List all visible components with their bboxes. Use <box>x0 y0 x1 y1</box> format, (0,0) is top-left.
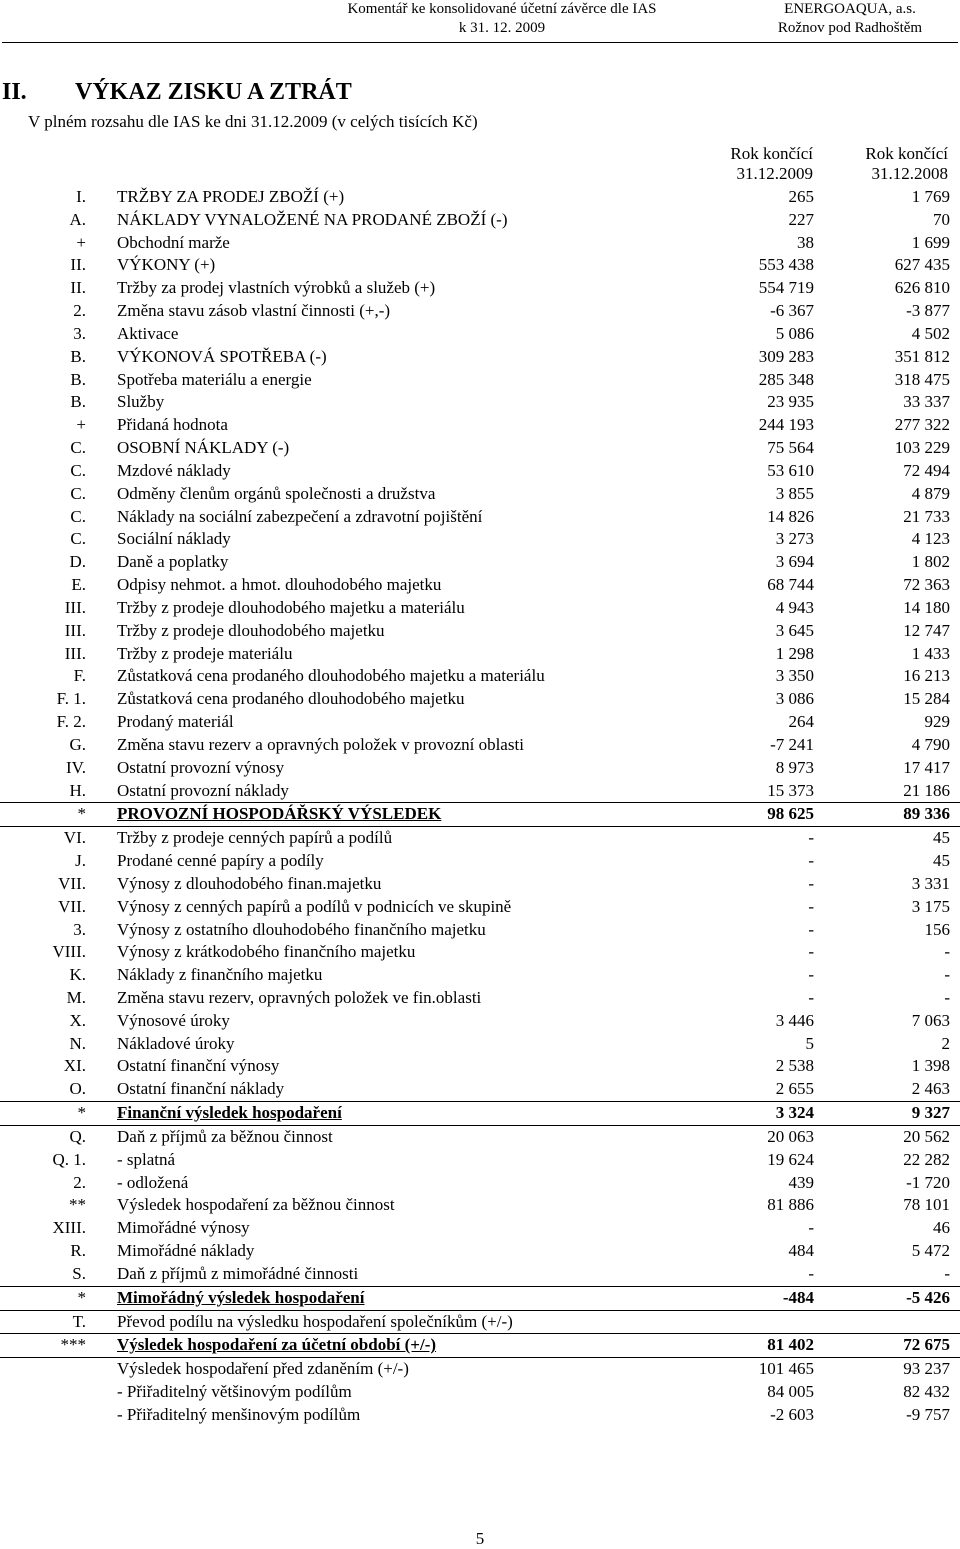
table-row <box>0 460 960 483</box>
row-value-2009: 3 086 <box>775 689 814 709</box>
row-value-2008: 5 472 <box>911 1241 950 1261</box>
row-value-2008: 103 229 <box>894 438 950 458</box>
table-row <box>0 391 960 414</box>
row-value-2008: 277 322 <box>894 415 950 435</box>
row-value-2009: 553 438 <box>758 255 814 275</box>
row-value-2009: 81 886 <box>767 1195 814 1215</box>
row-value-2009: 5 086 <box>775 323 814 343</box>
row-code: ** <box>69 1195 86 1215</box>
row-code: F. 2. <box>56 712 86 732</box>
table-row <box>0 734 960 757</box>
row-value-2009: 19 624 <box>767 1149 814 1169</box>
table-row <box>0 643 960 666</box>
table-row <box>0 757 960 780</box>
row-value-2009: 98 625 <box>767 804 814 824</box>
row-label: - odložená <box>117 1172 189 1192</box>
row-code: III. <box>64 597 86 617</box>
row-label: Tržby z prodeje dlouhodobého majetku a materiálu <box>117 597 465 617</box>
row-value-2008: 9 327 <box>911 1103 950 1123</box>
row-label: Zůstatková cena prodaného dlouhodobého majetku <box>117 689 465 709</box>
row-value-2008: 627 435 <box>894 255 950 275</box>
row-value-2009: - <box>808 896 814 916</box>
row-label: Daně a poplatky <box>117 552 229 572</box>
table-row <box>0 597 960 620</box>
row-value-2008: 16 213 <box>903 666 950 686</box>
section-title-text: VÝKAZ ZISKU A ZTRÁT <box>75 79 352 105</box>
row-code: 2. <box>73 301 86 321</box>
row-value-2008: 20 562 <box>903 1126 950 1146</box>
row-code: III. <box>64 620 86 640</box>
row-label: Odpisy nehmot. a hmot. dlouhodobého majetku <box>117 575 442 595</box>
row-label: Ostatní finanční výnosy <box>117 1056 280 1076</box>
row-label: Tržby z prodeje cenných papírů a podílů <box>117 828 393 848</box>
row-code: F. 1. <box>56 689 86 709</box>
header-company-location: Rožnov pod Radhoštěm <box>777 20 923 36</box>
row-value-2008: 12 747 <box>903 620 950 640</box>
table-row <box>0 987 960 1010</box>
table-row <box>0 688 960 711</box>
row-label: Tržby za prodej vlastních výrobků a služeb (+) <box>117 278 436 298</box>
table-row <box>0 528 960 551</box>
row-value-2008: 4 790 <box>911 734 950 754</box>
row-value-2008: - <box>944 987 950 1007</box>
header-report-date: k 31. 12. 2009 <box>458 20 546 36</box>
row-value-2009: - <box>808 942 814 962</box>
row-code: F. <box>73 666 86 686</box>
row-code: C. <box>70 529 86 549</box>
row-code: * <box>77 804 86 824</box>
row-label: PROVOZNÍ HOSPODÁŘSKÝ VÝSLEDEK <box>117 804 442 824</box>
row-code: VII. <box>58 896 86 916</box>
row-code: + <box>76 232 86 252</box>
table-row <box>0 1286 960 1310</box>
row-value-2008: 1 699 <box>911 232 950 252</box>
row-value-2009: 244 193 <box>758 415 814 435</box>
row-label: Náklady z finančního majetku <box>117 965 323 985</box>
table-row <box>0 964 960 987</box>
row-value-2009: 5 <box>805 1033 814 1053</box>
row-value-2009: 3 446 <box>775 1010 814 1030</box>
row-value-2008: 351 812 <box>894 346 950 366</box>
row-label: Výnosy z dlouhodobého finan.majetku <box>117 873 382 893</box>
row-value-2008: -1 720 <box>906 1172 950 1192</box>
table-row <box>0 1194 960 1217</box>
row-code: B. <box>70 392 86 412</box>
row-value-2008: 1 769 <box>911 187 950 206</box>
row-label: Daň z příjmů z mimořádné činnosti <box>117 1263 359 1283</box>
row-value-2008: 318 475 <box>894 369 950 389</box>
table-row <box>0 1263 960 1286</box>
column-header-2009 <box>700 144 813 184</box>
row-value-2008: - <box>944 1263 950 1283</box>
row-value-2008: - <box>944 965 950 985</box>
row-label: Spotřeba materiálu a energie <box>117 369 312 389</box>
row-code: R. <box>70 1241 86 1261</box>
row-value-2008: 156 <box>924 919 950 939</box>
row-value-2008: 21 186 <box>903 780 950 800</box>
row-code: VII. <box>58 873 86 893</box>
row-value-2008: 70 <box>933 209 950 229</box>
row-value-2008: -5 426 <box>906 1287 950 1307</box>
row-value-2008: 45 <box>933 851 950 871</box>
row-value-2009: 75 564 <box>767 438 814 458</box>
row-code: C. <box>70 460 86 480</box>
row-value-2008: 78 101 <box>903 1195 950 1215</box>
table-row <box>0 711 960 734</box>
table-row <box>0 232 960 255</box>
row-value-2008: 72 675 <box>903 1335 950 1355</box>
row-value-2009: - <box>808 873 814 893</box>
row-label: Služby <box>117 392 165 412</box>
row-label: Mzdové náklady <box>117 460 231 480</box>
table-row <box>0 850 960 873</box>
table-row <box>0 574 960 597</box>
table-row <box>0 1055 960 1078</box>
row-value-2009: 84 005 <box>767 1382 814 1402</box>
row-code: K. <box>69 965 86 985</box>
column-header-2009-line2: 31.12.2009 <box>736 164 813 183</box>
row-label: Převod podílu na výsledku hospodaření společníkům (+/-) <box>117 1311 513 1331</box>
row-value-2008: 1 398 <box>911 1056 950 1076</box>
row-value-2009: -484 <box>782 1287 814 1307</box>
table-row <box>0 1101 960 1125</box>
row-value-2009: 8 973 <box>775 757 814 777</box>
row-value-2008: 929 <box>924 712 950 732</box>
row-label: TRŽBY ZA PRODEJ ZBOŽÍ (+) <box>117 187 345 206</box>
table-row <box>0 1333 960 1357</box>
row-code: 3. <box>73 323 86 343</box>
table-row <box>0 414 960 437</box>
row-value-2008: 1 802 <box>911 552 950 572</box>
row-code: C. <box>70 506 86 526</box>
row-value-2008: 33 337 <box>903 392 950 412</box>
row-value-2009: 227 <box>788 209 814 229</box>
row-code: N. <box>69 1033 86 1053</box>
page-number: 5 <box>475 1529 485 1548</box>
row-label: Finanční výsledek hospodaření <box>117 1103 342 1123</box>
row-value-2008: 82 432 <box>903 1382 950 1402</box>
row-value-2008: 22 282 <box>903 1149 950 1169</box>
table-row <box>0 1125 960 1149</box>
row-code: C. <box>70 438 86 458</box>
row-label: - splatná <box>117 1149 176 1169</box>
column-header-2008-line1: Rok končící <box>865 144 948 163</box>
row-value-2009: 2 655 <box>775 1079 814 1099</box>
row-code: Q. 1. <box>52 1149 86 1169</box>
row-label: Odměny členům orgánů společnosti a družstva <box>117 483 436 503</box>
table-row <box>0 1172 960 1195</box>
row-code: B. <box>70 346 86 366</box>
row-value-2008: 89 336 <box>903 804 950 824</box>
row-value-2009: - <box>808 1218 814 1238</box>
table-row <box>0 1033 960 1056</box>
table-row <box>0 1357 960 1381</box>
row-code: * <box>77 1103 86 1123</box>
row-value-2009: - <box>808 851 814 871</box>
row-value-2009: 439 <box>788 1172 814 1192</box>
row-code: II. <box>70 278 86 298</box>
row-value-2008: 93 237 <box>903 1359 950 1379</box>
row-label: Změna stavu rezerv, opravných položek ve fin.oblasti <box>117 987 482 1007</box>
row-value-2009: -2 603 <box>770 1404 814 1424</box>
row-value-2008: 2 463 <box>911 1079 950 1099</box>
row-code: + <box>76 415 86 435</box>
row-label: Výsledek hospodaření za běžnou činnost <box>117 1195 395 1215</box>
row-code: D. <box>69 552 86 572</box>
row-value-2009: 3 324 <box>775 1103 814 1123</box>
row-code: T. <box>72 1311 86 1331</box>
row-value-2009: 68 744 <box>767 575 814 595</box>
row-label: Náklady na sociální zabezpečení a zdravotní pojištění <box>117 506 483 526</box>
row-label: - Přiřaditelný menšinovým podílům <box>117 1404 361 1424</box>
row-label: Výnosy z ostatního dlouhodobého finančního majetku <box>117 919 486 939</box>
row-label: Změna stavu rezerv a opravných položek v provozní oblasti <box>117 734 524 754</box>
table-row <box>0 1310 960 1334</box>
table-row <box>0 1381 960 1404</box>
row-label: Sociální náklady <box>117 529 231 549</box>
row-value-2009: 265 <box>788 187 814 206</box>
table-row <box>0 1149 960 1172</box>
row-label: Daň z příjmů za běžnou činnost <box>117 1126 333 1146</box>
table-row <box>0 209 960 232</box>
header-report-title: Komentář ke konsolidované účetní závěrce dle IAS <box>347 1 657 17</box>
row-value-2009: 285 348 <box>758 369 814 389</box>
table-row <box>0 506 960 529</box>
row-value-2009: 3 855 <box>775 483 814 503</box>
row-code: M. <box>66 987 86 1007</box>
table-row <box>0 323 960 346</box>
row-value-2009: 23 935 <box>767 392 814 412</box>
row-code: A. <box>69 209 86 229</box>
row-value-2008: 4 879 <box>911 483 950 503</box>
row-value-2009: - <box>808 987 814 1007</box>
row-value-2008: - <box>944 942 950 962</box>
row-label: Nákladové úroky <box>117 1033 235 1053</box>
table-row <box>0 665 960 688</box>
row-value-2008: 626 810 <box>894 278 950 298</box>
row-value-2009: 309 283 <box>758 346 814 366</box>
row-label: Ostatní provozní výnosy <box>117 757 285 777</box>
table-row <box>0 437 960 460</box>
row-code: E. <box>71 575 86 595</box>
row-value-2008: 72 494 <box>903 460 950 480</box>
row-code: * <box>77 1287 86 1307</box>
row-value-2009: 15 373 <box>767 780 814 800</box>
header-left <box>292 0 712 38</box>
row-value-2009: 53 610 <box>767 460 814 480</box>
row-value-2009: 3 273 <box>775 529 814 549</box>
row-value-2009: - <box>808 828 814 848</box>
row-value-2008: 21 733 <box>903 506 950 526</box>
row-value-2008: 17 417 <box>903 757 950 777</box>
row-code: X. <box>69 1010 86 1030</box>
table-row <box>0 483 960 506</box>
table-row <box>0 780 960 803</box>
row-code: S. <box>72 1263 86 1283</box>
row-value-2008: 14 180 <box>903 597 950 617</box>
row-value-2009: - <box>808 965 814 985</box>
section-number: II. <box>2 79 27 105</box>
row-label: NÁKLADY VYNALOŽENÉ NA PRODANÉ ZBOŽÍ (-) <box>117 209 508 229</box>
row-label: Mimořádný výsledek hospodaření <box>117 1287 365 1307</box>
table-row <box>0 873 960 896</box>
row-label: Výnosové úroky <box>117 1010 230 1030</box>
row-code: XIII. <box>52 1218 86 1238</box>
row-value-2009: 484 <box>788 1241 814 1261</box>
row-label: Mimořádné náklady <box>117 1241 255 1261</box>
row-value-2008: 7 063 <box>911 1010 950 1030</box>
table-row <box>0 1217 960 1240</box>
row-value-2009: - <box>808 919 814 939</box>
row-label: Mimořádné výnosy <box>117 1218 250 1238</box>
row-value-2009: 3 350 <box>775 666 814 686</box>
row-value-2008: -3 877 <box>906 301 950 321</box>
row-code: C. <box>70 483 86 503</box>
row-label: - Přiřaditelný většinovým podílům <box>117 1382 352 1402</box>
row-label: Ostatní finanční náklady <box>117 1079 285 1099</box>
table-row <box>0 620 960 643</box>
row-code: O. <box>69 1079 86 1099</box>
row-value-2008: 72 363 <box>903 575 950 595</box>
row-value-2009: 81 402 <box>767 1335 814 1355</box>
table-row <box>0 826 960 850</box>
section-subtitle: V plném rozsahu dle IAS ke dni 31.12.2009 (v celých tisících Kč) <box>28 112 478 131</box>
header-company-name: ENERGOAQUA, a.s. <box>784 1 916 17</box>
row-label: Tržby z prodeje dlouhodobého majetku <box>117 620 385 640</box>
row-label: Přidaná hodnota <box>117 415 228 435</box>
row-code: III. <box>64 643 86 663</box>
row-value-2009: 1 298 <box>775 643 814 663</box>
row-label: Tržby z prodeje materiálu <box>117 643 293 663</box>
row-value-2008: 45 <box>933 828 950 848</box>
row-code: B. <box>70 369 86 389</box>
row-value-2008: -9 757 <box>906 1404 950 1424</box>
row-value-2009: 20 063 <box>767 1126 814 1146</box>
table-row <box>0 896 960 919</box>
row-label: Výnosy z krátkodobého finančního majetku <box>117 942 416 962</box>
table-row <box>0 551 960 574</box>
row-code: G. <box>69 734 86 754</box>
row-label: Prodané cenné papíry a podíly <box>117 851 324 871</box>
row-label: Prodaný materiál <box>117 712 234 732</box>
row-value-2008: 4 502 <box>911 323 950 343</box>
row-value-2008: 2 <box>941 1033 950 1053</box>
row-code: 2. <box>73 1172 86 1192</box>
row-label: Aktivace <box>117 323 179 343</box>
row-code: J. <box>75 851 86 871</box>
column-header-2009-line1: Rok končící <box>730 144 813 163</box>
table-row <box>0 1010 960 1033</box>
income-statement-table <box>0 186 960 1427</box>
header-rule <box>2 42 958 43</box>
table-row <box>0 369 960 392</box>
row-value-2008: 15 284 <box>903 689 950 709</box>
row-code: I. <box>76 187 86 206</box>
column-header-2008-line2: 31.12.2008 <box>871 164 948 183</box>
row-value-2009: - <box>808 1263 814 1283</box>
table-row <box>0 802 960 826</box>
row-code: XI. <box>63 1056 86 1076</box>
row-label: Ostatní provozní náklady <box>117 780 289 800</box>
row-value-2008: 4 123 <box>911 529 950 549</box>
column-header-2008 <box>830 144 948 184</box>
row-value-2009: 3 645 <box>775 620 814 640</box>
row-code: VIII. <box>52 942 86 962</box>
row-value-2008: 46 <box>933 1218 950 1238</box>
row-label: Výsledek hospodaření za účetní období (+/-) <box>117 1335 437 1355</box>
table-row <box>0 1240 960 1263</box>
row-label: Obchodní marže <box>117 232 230 252</box>
row-value-2008: 3 175 <box>911 896 950 916</box>
table-row <box>0 919 960 942</box>
row-label: Výsledek hospodaření před zdaněním (+/-) <box>117 1359 409 1379</box>
row-code: H. <box>69 780 86 800</box>
row-code: Q. <box>69 1126 86 1146</box>
row-value-2008: 3 331 <box>911 873 950 893</box>
row-value-2009: 14 826 <box>767 506 814 526</box>
row-value-2008: 1 433 <box>911 643 950 663</box>
row-value-2009: 38 <box>797 232 814 252</box>
table-row <box>0 277 960 300</box>
header-right <box>750 0 950 38</box>
row-value-2009: 101 465 <box>758 1359 814 1379</box>
row-value-2009: 3 694 <box>775 552 814 572</box>
table-row <box>0 254 960 277</box>
row-value-2009: 264 <box>788 712 814 732</box>
row-code: VI. <box>63 828 86 848</box>
table-row <box>0 186 960 209</box>
table-row <box>0 346 960 369</box>
row-code: IV. <box>66 757 86 777</box>
table-row <box>0 1078 960 1101</box>
table-row <box>0 941 960 964</box>
row-label: OSOBNÍ NÁKLADY (-) <box>117 438 290 458</box>
row-value-2009: 554 719 <box>758 278 814 298</box>
row-code: *** <box>60 1335 86 1355</box>
row-code: 3. <box>73 919 86 939</box>
row-label: Změna stavu zásob vlastní činnosti (+,-) <box>117 301 391 321</box>
table-row <box>0 300 960 323</box>
row-label: VÝKONY (+) <box>117 255 216 275</box>
row-value-2009: 2 538 <box>775 1056 814 1076</box>
table-row <box>0 1404 960 1427</box>
row-label: Zůstatková cena prodaného dlouhodobého majetku a materiálu <box>117 666 545 686</box>
row-label: VÝKONOVÁ SPOTŘEBA (-) <box>117 346 327 366</box>
row-value-2009: -7 241 <box>770 734 814 754</box>
row-code: II. <box>70 255 86 275</box>
row-value-2009: 4 943 <box>775 597 814 617</box>
row-label: Výnosy z cenných papírů a podílů v podnicích ve skupině <box>117 896 512 916</box>
row-value-2009: -6 367 <box>770 301 814 321</box>
